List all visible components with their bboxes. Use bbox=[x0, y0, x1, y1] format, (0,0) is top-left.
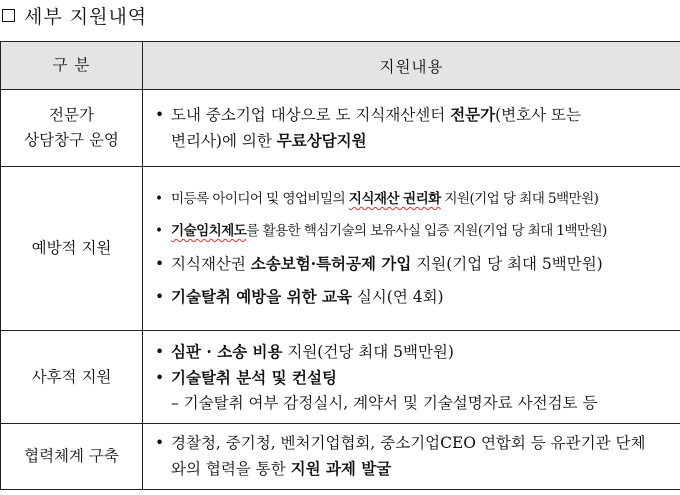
list-item: • 심판 · 소송 비용 지원(건당 최대 5백만원) bbox=[155, 339, 674, 365]
section-title bbox=[2, 0, 147, 30]
list-item: • 미등록 아이디어 및 영업비밀의 지식재산 권리화 지원(기업 당 최대 5백만원) bbox=[155, 187, 674, 212]
row-content bbox=[143, 167, 680, 331]
list-item: • 도내 중소기업 대상으로 도 지식재산센터 전문가(변호사 또는 bbox=[155, 102, 674, 128]
list-item: • 기술탈취 분석 및 컨설팅 bbox=[155, 365, 674, 391]
row-label: 전문가 상담창구 운영 bbox=[1, 90, 143, 167]
row-label: 협력체계 구축 bbox=[1, 424, 143, 490]
row-content bbox=[143, 331, 680, 424]
table-row bbox=[1, 167, 680, 331]
section-title-text: 세부 지원내역 bbox=[24, 5, 148, 28]
list-item: • 기술탈취 예방을 위한 교육 실시(연 4회) bbox=[155, 284, 674, 310]
list-item-detail: – 기술탈취 여부 감정실시, 계약서 및 기술설명자료 사전검토 등 bbox=[171, 393, 598, 412]
list-item: • 경찰청, 중기청, 벤처기업협회, 중소기업CEO 연합회 등 유관기관 단체 bbox=[155, 431, 674, 456]
table-header-row bbox=[1, 42, 680, 90]
row-content bbox=[143, 424, 680, 490]
support-table bbox=[0, 41, 680, 490]
list-item: • 기술임치제도를 활용한 핵심기술의 보유사실 입증 지원(기업 당 최대 1백만원) bbox=[155, 219, 674, 244]
row-content bbox=[143, 90, 680, 167]
row-label: 사후적 지원 bbox=[1, 331, 143, 424]
checkbox-square-icon bbox=[2, 9, 15, 22]
list-item: • 지식재산권 소송보험·특허공제 가입 지원(기업 당 최대 5백만원) bbox=[155, 251, 674, 277]
header-category: 구 분 bbox=[1, 42, 143, 90]
header-content: 지원내용 bbox=[143, 42, 680, 90]
table-row bbox=[1, 90, 680, 167]
table-row bbox=[1, 331, 680, 424]
list-item-continuation: 와의 협력을 통한 지원 과제 발굴 bbox=[171, 459, 392, 478]
table-row bbox=[1, 424, 680, 490]
list-item-continuation: 변리사)에 의한 무료상담지원 bbox=[171, 131, 367, 150]
row-label: 예방적 지원 bbox=[1, 167, 143, 331]
